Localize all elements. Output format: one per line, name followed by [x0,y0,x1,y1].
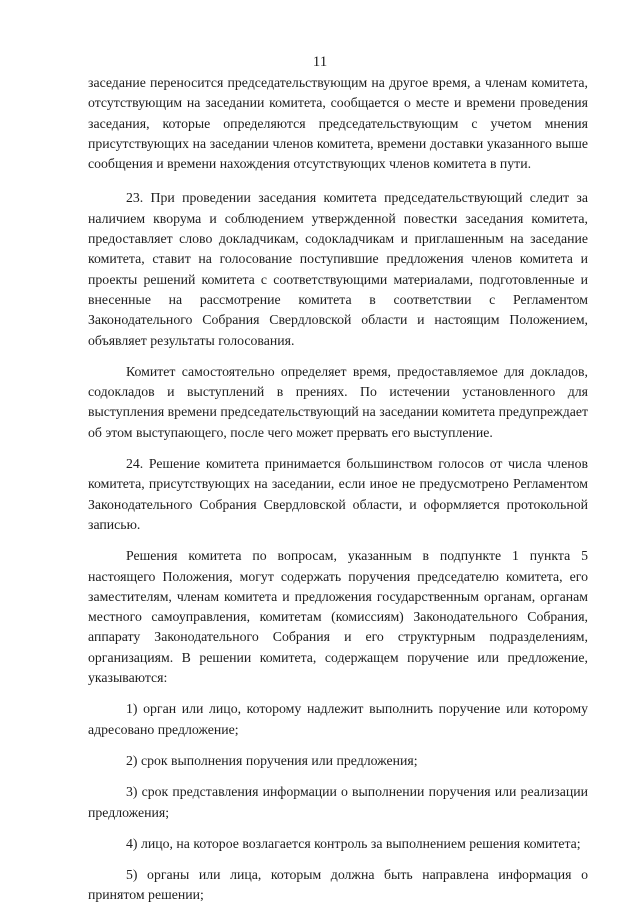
paragraph-continuation: заседание переносится председательствующим на другое время, а членам комитета, отсутствующим на заседании комитета, сообщается о месте и времени проведения заседания, которые определяются председательствующим с учетом мнения присутствующих на заседании членов комитета, времени доставки указанного выше сообщения и времени нахождения отсутствующих членов комитета в пути. [88,75,588,172]
paragraph-item-23: 23. При проведении заседания комитета председательствующий следит за наличием кворума и соблюдением утвержденной повестки заседания комитета, предоставляет слово докладчикам, содокладчикам и приглашенным на заседание комитета, ставит на голосование поступившие предложения членов комитета и проекты решений комитета с соответствующими материалами, подготовленные и внесенные на рассмотрение комитета в соответствии с Регламентом Законодательного Собрания Свердловской области и настоящим Положением, объявляет результаты голосования. [88,190,588,348]
list-item-4: 4) лицо, на которое возлагается контроль за выполнением решения комитета; [126,835,581,851]
paragraph-committee-decisions: Решения комитета по вопросам, указанным в подпункте 1 пункта 5 настоящего Положения, могут содержать поручения председателю комитета, его заместителям, членам комитета и предложения государственным органам, органам местного самоуправления, комитетам (комиссиям) Законодательного Собрания, аппарату Законодательного Собрания и его структурным подразделениям, организациям. В решении комитета, содержащем поручение или предложение, указываются: [88,548,588,686]
list-item-2: 2) срок выполнения поручения или предложения; [126,752,418,768]
list-item-5: 5) органы или лица, которым должна быть направлена информация о принятом решении; [88,867,588,903]
list-item-3: 3) срок представления информации о выполнении поручения или реализации предложения; [88,784,588,820]
list-item-1: 1) орган или лицо, которому надлежит выполнить поручение или которому адресовано предложение; [88,701,588,737]
paragraph-speaking-time: Комитет самостоятельно определяет время, предоставляемое для докладов, содокладов и выступлений в прениях. По истечении установленного для выступления времени председательствующий на заседании комитета предупреждает об этом выступающего, после чего может прервать его выступление. [88,363,588,440]
page-number: 11 [312,54,328,70]
document-body [88,73,588,906]
paragraph-item-24: 24. Решение комитета принимается большинством голосов от числа членов комитета, присутствующих на заседании, если иное не предусмотрено Регламентом Законодательного Собрания Свердловской области, и оформляется протокольной записью. [88,456,588,532]
